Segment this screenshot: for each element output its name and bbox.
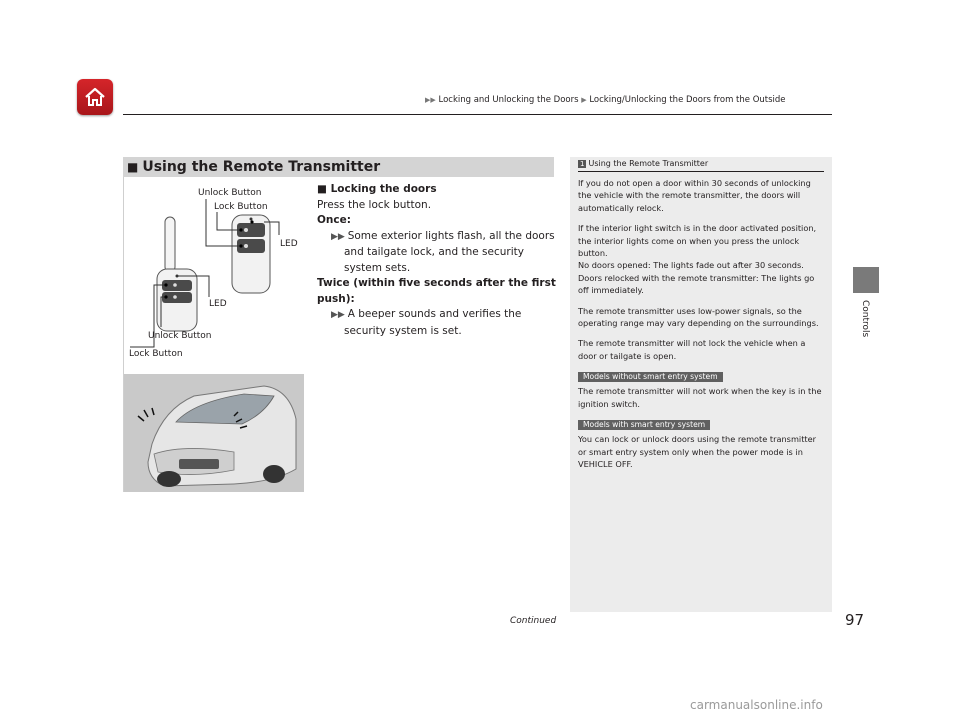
breadcrumb-arrow-icon: ▶ bbox=[581, 96, 587, 104]
note-paragraph: You can lock or unlock doors using the remote transmitter or smart entry system only when the power mode is in VEHICLE OFF. bbox=[578, 434, 817, 469]
header-divider bbox=[123, 114, 832, 115]
note-paragraph: The remote transmitter will not work when the key is in the ignition switch. bbox=[578, 386, 822, 409]
chapter-label: Controls bbox=[860, 300, 870, 338]
breadcrumb-link-2[interactable]: Locking/Unlocking the Doors from the Outside bbox=[589, 95, 786, 105]
note-paragraph: Doors relocked with the remote transmitter: The lights go off immediately. bbox=[578, 272, 815, 296]
section-header bbox=[123, 157, 554, 177]
note-paragraph: If you do not open a door within 30 seconds of unlocking the vehicle with the remote transmitter, the doors will automatically relock. bbox=[578, 178, 811, 213]
model-tag: Models without smart entry system bbox=[578, 372, 723, 382]
note-paragraph: The remote transmitter uses low-power signals, so the operating range may vary depending on the surroundings. bbox=[578, 305, 819, 329]
label-unlock-button-top: Unlock Button bbox=[198, 188, 262, 198]
section-title: Using the Remote Transmitter bbox=[142, 159, 381, 175]
breadcrumb bbox=[425, 95, 786, 105]
home-icon bbox=[83, 85, 107, 109]
subheading: ■ Locking the doors bbox=[317, 183, 437, 195]
car-illustration bbox=[124, 374, 304, 492]
note-paragraph: The remote transmitter will not lock the vehicle when a door or tailgate is open. bbox=[578, 338, 806, 361]
continued-label: Continued bbox=[510, 616, 557, 626]
label-led-top: LED bbox=[280, 239, 298, 249]
breadcrumb-link-1[interactable]: Locking and Unlocking the Doors bbox=[438, 95, 579, 105]
model-tag: Models with smart entry system bbox=[578, 420, 710, 430]
once-result: ▶▶ Some exterior lights flash, all the doors and tailgate lock, and the security system sets. bbox=[331, 229, 555, 274]
note-body bbox=[578, 177, 826, 478]
label-lock-button-bottom: Lock Button bbox=[129, 349, 183, 359]
side-note bbox=[570, 157, 832, 612]
page-number: 97 bbox=[845, 611, 865, 629]
twice-result: ▶▶ A beeper sounds and verifies the security system is set. bbox=[331, 308, 522, 337]
section-square-icon: ■ bbox=[127, 160, 139, 174]
note-paragraph: No doors opened: The lights fade out after 30 seconds. bbox=[578, 260, 804, 271]
watermark: carmanualsonline.info bbox=[690, 698, 823, 712]
once-label: Once: bbox=[317, 214, 351, 226]
label-unlock-button-bottom: Unlock Button bbox=[148, 331, 212, 341]
intro-text: Press the lock button. bbox=[317, 198, 432, 211]
remote-figure bbox=[123, 177, 304, 492]
note-divider bbox=[578, 171, 824, 172]
note-paragraph: If the interior light switch is in the door activated position, the interior lights come on when you press the unlock button. bbox=[578, 223, 817, 259]
result-arrow-icon: ▶▶ bbox=[331, 231, 348, 242]
chapter-tab[interactable] bbox=[853, 267, 879, 293]
home-button[interactable] bbox=[77, 79, 113, 115]
label-led-bottom: LED bbox=[209, 299, 227, 309]
breadcrumb-arrow-icon: ▶▶ bbox=[425, 96, 436, 104]
result-arrow-icon: ▶▶ bbox=[331, 310, 348, 320]
twice-label: Twice (within five seconds after the first push): bbox=[317, 277, 556, 305]
note-heading: 1 Using the Remote Transmitter bbox=[580, 159, 709, 168]
label-lock-button-top: Lock Button bbox=[214, 202, 268, 212]
main-text bbox=[317, 182, 557, 339]
